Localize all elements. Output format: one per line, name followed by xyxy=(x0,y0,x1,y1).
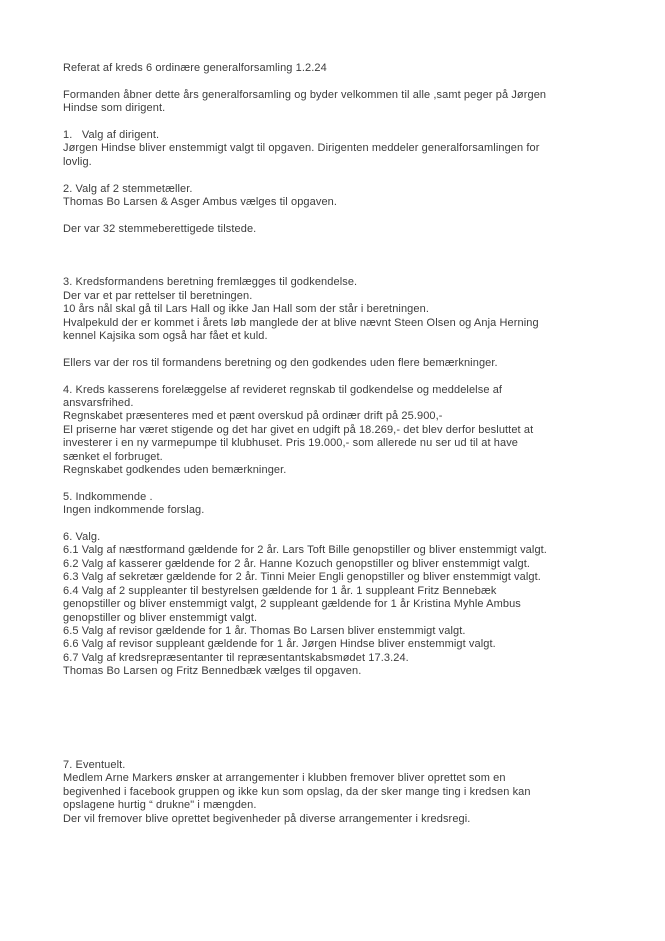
section-5-indkommende xyxy=(63,491,645,518)
text-line: Hindse som dirigent. xyxy=(63,102,166,115)
section-2-stemmetaeller xyxy=(63,183,645,210)
section-6-valg xyxy=(63,531,645,678)
section-heading: 1. Valg af dirigent. xyxy=(63,129,160,141)
section-4-regnskab xyxy=(63,384,645,478)
text-line: Der var 32 stemmeberettigede tilstede. xyxy=(63,222,257,235)
text-line: begivenhed i facebook gruppen og ikke kun som opslag, da der sker mange ting i kredsen kan xyxy=(63,785,531,798)
text-line: genopstiller og bliver enstemmigt valgt. xyxy=(63,611,258,624)
text-line: Regnskabet godkendes uden bemærkninger. xyxy=(63,464,287,477)
document-title: Referat af kreds 6 ordinære generalforsamling 1.2.24 xyxy=(63,62,327,74)
doc-title-block xyxy=(63,62,645,75)
text-line: kennel Kajsika som også har fået et kuld. xyxy=(63,330,268,343)
text-line: Hvalpekuld der er kommet i årets løb manglede der at blive nævnt Steen Olsen og Anja Herning xyxy=(63,316,539,329)
section-1-dirigent xyxy=(63,129,645,169)
section-heading: 5. Indkommende . xyxy=(63,490,153,503)
text-line: lovlig. xyxy=(63,155,92,168)
text-line: Jørgen Hindse bliver enstemmigt valgt til opgaven. Dirigenten meddeler generalforsamlingen for xyxy=(63,142,540,155)
text-line: 6.1 Valg af næstformand gældende for 2 år. Lars Toft Bille genopstiller og bliver enstemmigt valgt. xyxy=(63,544,547,557)
text-line: Thomas Bo Larsen & Asger Ambus vælges til opgaven. xyxy=(63,196,338,209)
section-heading: 7. Eventuelt. xyxy=(63,758,126,771)
section-7-eventuelt xyxy=(63,759,645,826)
text-line: Thomas Bo Larsen og Fritz Bennedbæk vælges til opgaven. xyxy=(63,665,362,678)
text-line: Formanden åbner dette års generalforsamling og byder velkommen til alle ,samt peger på Jørgen xyxy=(63,88,547,101)
text-line: 10 års nål skal gå til Lars Hall og ikke Jan Hall som der står i beretningen. xyxy=(63,303,429,316)
text-line: 6.5 Valg af revisor gældende for 1 år. Thomas Bo Larsen bliver enstemmigt valgt. xyxy=(63,624,466,637)
text-line: 6.3 Valg af sekretær gældende for 2 år. Tinni Meier Engli genopstiller og bliver enstemmigt valgt. xyxy=(63,571,541,584)
section-3-beretning xyxy=(63,276,645,343)
text-line: ansvarsfrihed. xyxy=(63,397,134,410)
text-line: 6.7 Valg af kredsrepræsentanter til repræsentantskabsmødet 17.3.24. xyxy=(63,651,409,664)
text-line: Der vil fremover blive oprettet begivenheder på diverse arrangementer i kredsregi. xyxy=(63,812,471,825)
text-line: Ellers var der ros til formandens beretning og den godkendes uden flere bemærkninger. xyxy=(63,356,498,369)
text-line: El priserne har været stigende og det har givet en udgift på 18.269,- det blev derfor besluttet at xyxy=(63,423,534,436)
text-line: 6.2 Valg af kasserer gældende for 2 år. Hanne Kozuch genopstiller og bliver enstemmigt valgt. xyxy=(63,557,531,570)
text-line: Der var et par rettelser til beretningen. xyxy=(63,289,253,302)
section-heading: 3. Kredsformandens beretning fremlægges til godkendelse. xyxy=(63,276,358,289)
paragraph-attendance xyxy=(63,223,645,236)
section-heading: 2. Valg af 2 stemmetæller. xyxy=(63,182,193,195)
section-heading: 4. Kreds kasserens forelæggelse af revideret regnskab til godkendelse og meddelelse af xyxy=(63,383,503,396)
paragraph-beretning-godkendelse xyxy=(63,357,645,370)
text-line: opslagene hurtig “ drukne" i mængden. xyxy=(63,799,257,812)
text-line: sænket el forbruget. xyxy=(63,450,163,463)
text-line: Medlem Arne Markers ønsker at arrangementer i klubben fremover bliver oprettet som en xyxy=(63,772,506,785)
text-line: investerer i en ny varmepumpe til klubhuset. Pris 19.000,- som allerede nu ser ud til at have xyxy=(63,437,519,450)
text-line: 6.4 Valg af 2 suppleanter til bestyrelsen gældende for 1 år. 1 suppleant Fritz Bennebæk xyxy=(63,584,497,597)
text-line: 6.6 Valg af revisor suppleant gældende for 1 år. Jørgen Hindse bliver enstemmigt valgt. xyxy=(63,638,496,651)
section-heading: 6. Valg. xyxy=(63,531,101,544)
text-line: Ingen indkommende forslag. xyxy=(63,504,205,517)
text-line: Regnskabet præsenteres med et pænt overskud på ordinær drift på 25.900,- xyxy=(63,410,443,423)
paragraph-intro xyxy=(63,89,645,116)
text-line: genopstiller og bliver enstemmigt valgt, 2 suppleant gældende for 1 år Kristina Myhle Ambus xyxy=(63,598,521,611)
